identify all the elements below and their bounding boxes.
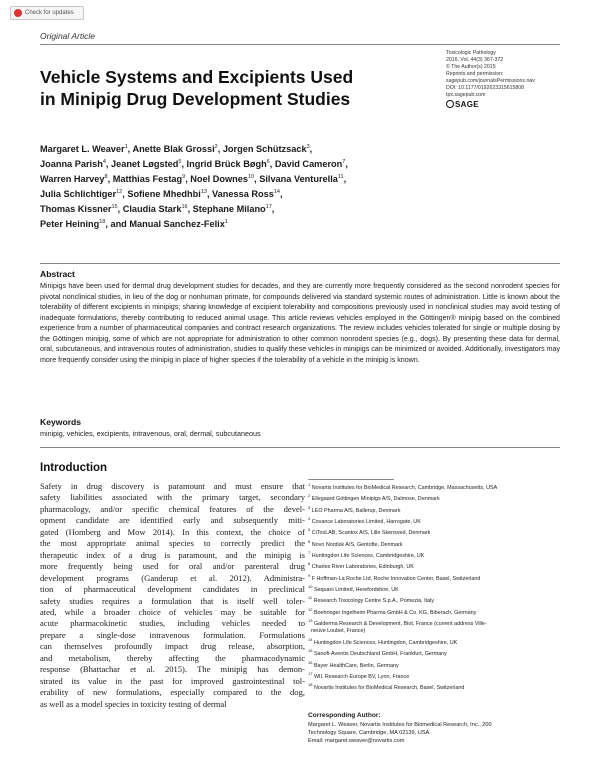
affiliation-text: Boehringer Ingelheim Pharma GmbH & Co. KG, Biberach, Germany [313,609,477,616]
affiliation-item [308,628,563,636]
introduction-line: safety studies requires a formulation that is itself well toler- [40,595,305,606]
affiliation-ref: 1 [224,219,228,226]
affiliation-ref: 5 [178,159,182,166]
affiliation-text: Huntingdon Life Sciences, Cambridgeshire, UK [311,552,425,559]
affiliation-item [308,583,563,594]
author-separator: , [271,204,275,215]
author-name: Jeanet Løgsted [110,159,179,170]
affiliation-number: 12 [308,606,313,612]
affiliation-ref: 11 [337,174,344,181]
title-line: Vehicle Systems and Excipients Used [40,67,354,87]
introduction-line: response (Bhattachar et al. 2015). The minipig has demon- [40,664,305,675]
keywords-heading: Keywords [40,417,82,427]
author-name: Peter Heining [40,219,100,230]
affiliations-list [308,481,563,693]
affiliation-text: LEO Pharma A/S, Ballerup, Denmark [311,507,401,514]
author-separator: , [343,174,347,185]
introduction-line: and metabolism, thereby affecting the pharmacodynamic [40,652,305,663]
author-name: Noel Downes [190,174,248,185]
author-line [40,201,480,216]
affiliation-ref: 16 [181,204,188,211]
affiliation-ref: 9 [182,174,186,181]
affiliation-text: Charles River Laboratories, Edinburgh, UK [311,564,414,571]
author-separator: , and [105,219,130,230]
affiliation-number: 7 [308,550,311,556]
affiliation-text: neuve Loubet, France) [311,628,366,635]
author-name: Silvana Venturella [259,174,338,185]
affiliation-item [308,647,563,658]
affiliation-number: 4 [308,516,311,522]
affiliation-item [308,549,563,560]
abstract-body: Minipigs have been used for dermal drug development studies for decades, and they are currently more frequently considered as the second nonrodent species for pivotal nonclinical studies, in lieu of the dog or nonhuman primate, for compounds delivered via standard systemic routes of administration. Little is known about the tolerability of different excipients in minipigs; sharing knowledge of excipient tolerability and compositions previously used in nonclinical studies may avoid testing of inadequate formulations, thereby contributing to reduced animal usage. This article reviews vehicles employed in the Göttingen® minipig based on the combined experience from a number of pharmaceutical companies and contract research organizations. The review includes vehicles tolerated for single or multiple dosing by the Göttingen minipig, some of which are not appropriate for administration to other common nonrodent species (e.g., dogs). By presenting these data for dermal, oral, subcutaneous, and intravenous routes of administration, studies to qualify these vehicles in minipigs can be minimized or avoided. Additionally, investigators may more frequently consider using the minipig in place of higher species if the tolerability of a vehicle in the minipig is known. [40,282,560,364]
publisher-name: SAGE [455,99,479,109]
affiliation-ref: 18 [99,219,106,226]
affiliation-ref: 8 [104,174,108,181]
affiliation-text: Bayer HealthCare, Berlin, Germany [313,662,399,669]
introduction-line: ated, while a broader choice of vehicles may be suitable for [40,606,305,617]
affiliation-item [308,572,563,583]
affiliation-number: 13 [308,618,313,624]
author-name: Julia Schlichtiger [40,189,117,200]
introduction-line: pharmacology, and/or specific chemical features of the devel- [40,503,305,514]
affiliation-item [308,681,563,692]
affiliation-ref: 10 [247,174,255,181]
author-name: Manual Sanchez-Felix [129,219,225,230]
author-separator: , [309,144,313,155]
author-separator: , [217,144,223,155]
introduction-line: acute pharmacokinetic studies, including vehicles needed to [40,618,305,629]
author-name: Anette Blak Grossi [132,144,215,155]
affiliation-text: Ellegaard Göttingen Minipigs A/S, Dalmose, Denmark [311,496,440,503]
author-name: Stephane Milano [192,204,266,215]
updates-label: Check for updates [25,10,74,16]
corresponding-author [308,712,568,745]
affiliation-text: Research Toxicology Centre S.p.A., Pomezia, Italy [313,598,435,605]
affiliation-text: Galderma Research & Development, Biot, France (current address Ville- [313,620,487,627]
affiliation-number: 14 [308,637,313,643]
affiliation-number: 15 [308,648,313,654]
author-name: Jorgen Schützsack [222,144,307,155]
introduction-line: development programs (Ganderup et al. 2012). Administra- [40,572,305,583]
author-name: Claudia Stark [122,204,182,215]
affiliation-item [308,538,563,549]
article-type: Original Article [40,31,95,41]
author-separator: , [185,174,191,185]
check-for-updates-badge[interactable] [10,6,84,20]
affiliation-text: F Hoffman-La Roche Ltd, Roche Innovation Center, Basel, Switzerland [311,575,481,582]
affiliation-number: 6 [308,538,311,544]
affiliation-number: 9 [308,572,311,578]
article-title [40,66,400,110]
introduction-line: can themselves profoundly impact drug release, absorption, [40,641,305,652]
affiliation-item [308,481,563,492]
author-separator: , [117,204,123,215]
affiliation-text: Sanofi-Aventis Deutschland GmbH, Frankfurt, Germany [313,651,447,658]
affiliation-number: 11 [308,595,313,601]
introduction-line: more frequently being used for oral and/or parenteral drug [40,561,305,572]
affiliation-ref: 15 [111,204,118,211]
keywords-divider [40,447,560,448]
affiliation-number: 17 [308,671,313,677]
author-separator: , [206,189,213,200]
affiliation-ref: 7 [342,159,346,166]
journal-volume: 2016, Vol. 44(3) 367-372 [446,57,504,63]
permissions-link[interactable]: sagepub.com/journalsPermissions.nav [446,78,535,84]
author-separator: , [254,174,260,185]
author-line [40,186,480,201]
author-separator: , [279,189,283,200]
top-divider [40,44,560,45]
affiliation-number: 8 [308,561,311,567]
affiliation-number: 16 [308,659,313,665]
affiliation-item [308,560,563,571]
affiliation-ref: 4 [102,159,106,166]
affiliation-text: Novartis Institutes for BioMedical Research, Cambridge, Massachusetts, USA [311,484,498,491]
corresponding-heading: Corresponding Author: [308,712,381,719]
affiliation-item [308,515,563,526]
affiliation-ref: 2 [214,144,218,150]
affiliation-item [308,606,563,617]
affiliation-item [308,504,563,515]
corresponding-line: Margaret L. Weaver, Novartis Institutes for Biomedical Research, Inc., 200 [308,722,492,728]
affiliation-ref: 17 [265,204,272,211]
author-list [40,141,480,231]
introduction-line: the most appropriate animal species to correctly predict the [40,538,305,549]
author-separator: , [107,174,113,185]
affiliation-number: 3 [308,504,311,510]
author-separator: , [127,144,133,155]
author-separator: , [122,189,128,200]
affiliation-ref: 12 [116,189,123,196]
affiliation-text: Novartis Institutes for BioMedical Research, Basel, Switzerland [313,685,465,692]
abstract-heading: Abstract [40,269,75,279]
affiliation-item [308,659,563,670]
author-name: Margaret L. Weaver [40,144,125,155]
affiliation-item [308,636,563,647]
updates-icon [14,9,22,17]
affiliation-text: CiToxLAB, Scantox A/S, Lille Skensved, Denmark [311,530,431,537]
introduction-line: safety liabilities associated with the primary target, secondary [40,492,305,503]
affiliation-text: Sequani Limited, Herefordshire, UK [313,586,399,593]
corresponding-line: Technology Square, Cambridge, MA 02139, USA. [308,730,431,736]
affiliation-ref: 6 [266,159,270,166]
affiliation-ref: 1 [124,144,128,150]
affiliation-number: 5 [308,527,311,533]
affiliation-ref: 13 [200,189,207,196]
author-separator: , [105,159,111,170]
abstract-divider [40,263,560,264]
affiliations-divider [308,479,394,480]
author-separator: , [181,159,187,170]
author-separator: , [345,159,348,170]
introduction-line: as well as a model species in toxicity testing of dermal [40,698,227,709]
affiliation-number: 2 [308,493,311,499]
introduction-line: gated (Homberg and Mow 2014). In this context, the choice of [40,526,305,537]
author-line [40,216,480,231]
affiliation-number: 18 [308,682,313,688]
author-name: Thomas Kissner [40,204,112,215]
author-name: Matthias Festag [112,174,183,185]
affiliation-item [308,594,563,605]
affiliation-text: Covance Laboratories Limited, Harrogate, UK [311,518,421,525]
introduction-heading: Introduction [40,462,108,474]
author-name: Warren Harvey [40,174,105,185]
affiliation-text: Novo Nordisk A/S, Gentofte, Denmark [311,541,403,548]
copyright: © The Author(s) 2015 [446,64,496,70]
author-name: Sofiene Mhedhbi [127,189,201,200]
introduction-line: erability of new formulations, especially compared to the dog, [40,687,305,698]
journal-meta [446,50,566,108]
introduction-body [40,481,305,710]
reprints-label: Reprints and permission: [446,71,504,77]
introduction-line: therapeutic index of a drug is paramount, and the minipig is [40,549,305,560]
author-name: Joanna Parish [40,159,103,170]
affiliation-number: 1 [308,482,311,487]
author-name: David Cameron [274,159,343,170]
introduction-line: opment candidate are identified early and subsequently miti- [40,515,305,526]
title-line: in Minipig Drug Development Studies [40,89,351,109]
affiliation-text: Huntingdon Life Sciences, Huntingdon, Cambridgeshire, UK [313,639,458,646]
author-separator: , [187,204,193,215]
affiliation-ref: 14 [273,189,280,196]
journal-site[interactable]: tpx.sagepub.com [446,92,486,98]
introduction-line: strated its value in the past for improved gastrointestinal tol- [40,675,305,686]
author-separator: , [269,159,275,170]
sage-logo [446,100,566,108]
sage-logo-icon [446,100,454,108]
affiliation-item [308,670,563,681]
corresponding-email[interactable]: Email: margaret.weaver@novartis.com [308,738,405,744]
journal-name: Toxicologic Pathology [446,50,496,56]
affiliation-number: 10 [308,584,313,590]
affiliation-text: WIL Research Europe BV, Lyon, France [313,673,410,680]
author-name: Ingrid Brück Bøgh [186,159,267,170]
author-line [40,156,480,171]
affiliation-ref: 3 [306,144,310,150]
introduction-line: Safety in drug discovery is paramount and must ensure that [40,481,305,491]
doi[interactable]: DOI: 10.1177/0192623315615808 [446,85,525,91]
introduction-line: prepare a single-dose intravenous formulation. Formulations [40,629,305,640]
introduction-line: tion of pharmaceutical development candidates in preclinical [40,584,305,595]
author-name: Vanessa Ross [212,189,274,200]
affiliation-item [308,617,563,628]
author-line [40,141,480,156]
affiliation-item [308,526,563,537]
author-line [40,171,480,186]
affiliation-item [308,492,563,503]
keywords-list: minipig, vehicles, excipients, intravenous, oral, dermal, subcutaneous [40,429,261,438]
